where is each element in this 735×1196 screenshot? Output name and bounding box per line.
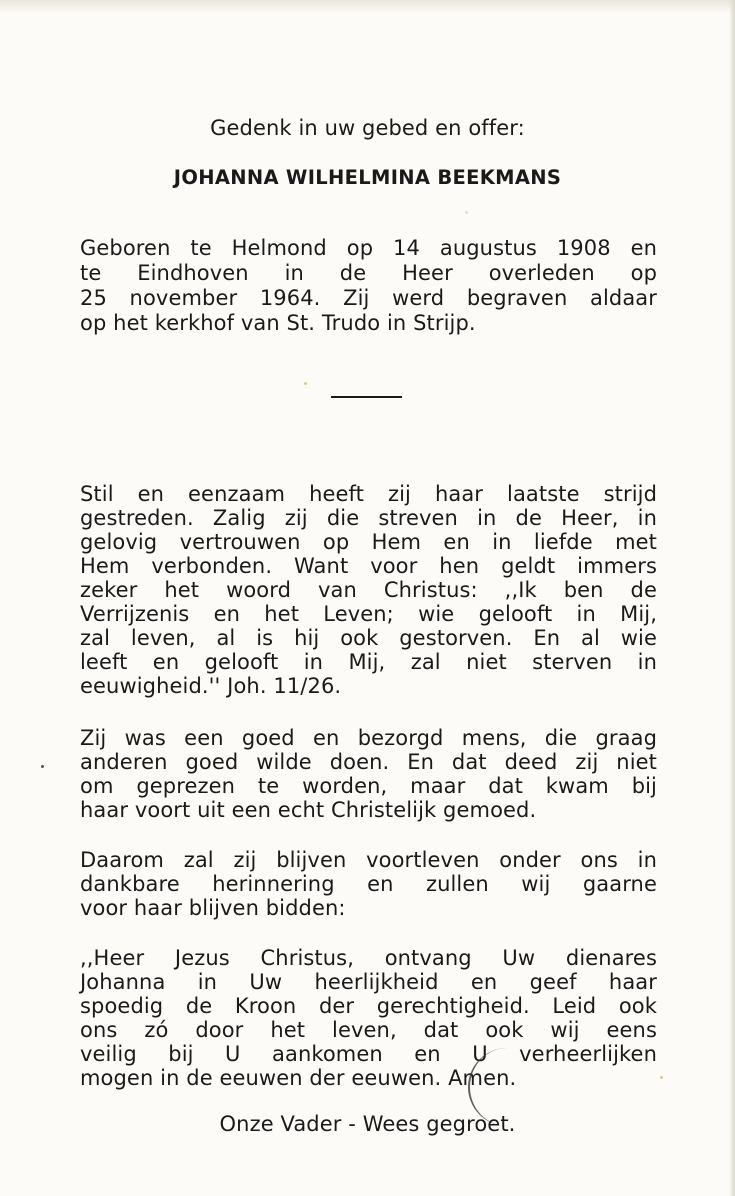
- paper-speck: [465, 211, 468, 214]
- prayer-line: ,,Heer Jezus Christus, ontvang Uw dienares: [80, 946, 657, 970]
- prayer-line: Johanna in Uw heerlijkheid en geef haar: [80, 970, 657, 994]
- paper-edge-top: [0, 0, 735, 14]
- paragraph-line: anderen goed wilde doen. En dat deed zij niet: [80, 750, 657, 774]
- paper-speck: [304, 382, 307, 385]
- paragraph-line: zeker het woord van Christus: ,,Ik ben de: [80, 578, 657, 602]
- paragraph-line: Stil en eenzaam heeft zij haar laatste strijd: [80, 482, 657, 506]
- paragraph-line: Hem verbonden. Want voor hen geldt immers: [80, 554, 657, 578]
- paragraph-line: gestreden. Zalig zij die streven in de Heer, in: [80, 506, 657, 530]
- biography-line: 25 november 1964. Zij werd begraven aldaar: [80, 286, 657, 310]
- paragraph-line: Daarom zal zij blijven voortleven onder ons in: [80, 848, 657, 872]
- biography-line: Geboren te Helmond op 14 augustus 1908 en: [80, 236, 657, 260]
- prayer-line: ons zó door het leven, dat ook wij eens: [80, 1018, 657, 1042]
- paper-speck: [41, 765, 44, 768]
- paragraph-line: gelovig vertrouwen op Hem en in liefde met: [80, 530, 657, 554]
- divider: [331, 396, 402, 398]
- paragraph-line: haar voort uit een echt Christelijk gemoed.: [80, 798, 537, 822]
- deceased-name: JOHANNA WILHELMINA BEEKMANS: [173, 166, 562, 189]
- biography-line: op het kerkhof van St. Trudo in Strijp.: [80, 311, 476, 335]
- paragraph-line: voor haar blijven bidden:: [80, 896, 346, 920]
- paragraph-line: om geprezen te worden, maar dat kwam bij: [80, 774, 657, 798]
- paragraph-line: dankbare herinnering en zullen wij gaarne: [80, 872, 657, 896]
- paragraph-line: Verrijzenis en het Leven; wie gelooft in Mij,: [80, 602, 657, 626]
- biography-line: te Eindhoven in de Heer overleden op: [80, 261, 657, 285]
- paragraph-line: Zij was een goed en bezorgd mens, die graag: [80, 726, 657, 750]
- prayer-line: mogen in de eeuwen der eeuwen. Amen.: [80, 1066, 517, 1090]
- prayer-line: veilig bij U aankomen en U verheerlijken: [80, 1042, 657, 1066]
- prayer-line: spoedig de Kroon der gerechtigheid. Leid ook: [80, 994, 657, 1018]
- greeting: Gedenk in uw gebed en offer:: [210, 116, 525, 140]
- paragraph-line: eeuwigheid.'' Joh. 11/26.: [80, 674, 342, 698]
- paper-speck: [660, 1076, 663, 1079]
- paragraph-line: zal leven, al is hij ook gestorven. En al wie: [80, 626, 657, 650]
- paragraph-line: leeft en gelooft in Mij, zal niet sterven in: [80, 650, 657, 674]
- closing-prayers: Onze Vader - Wees gegroet.: [219, 1112, 516, 1136]
